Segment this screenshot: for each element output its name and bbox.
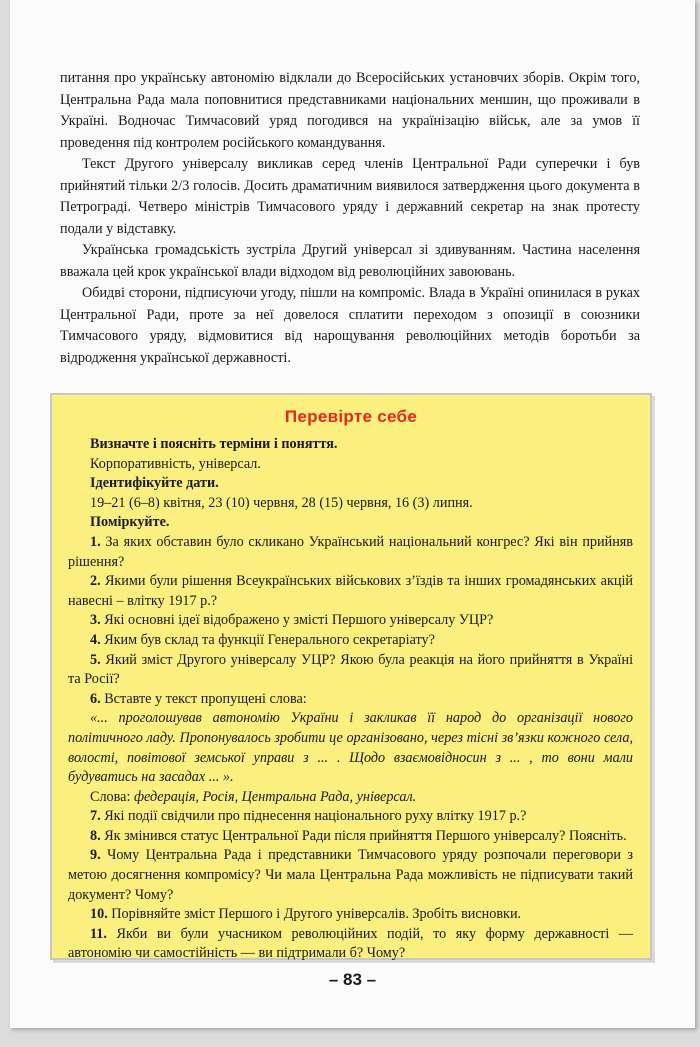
question-6-words <box>68 788 633 808</box>
question-text: Як змінився статус Центральної Ради після прийняття Першого універсалу? Поясніть. <box>104 827 627 844</box>
question-text: Вставте у текст пропущені слова: <box>104 690 307 707</box>
dates: 19–21 (6–8) квітня, 23 (10) червня, 28 (15) червня, 16 (3) липня. <box>90 494 473 511</box>
question-7 <box>68 807 633 827</box>
question-2 <box>68 572 633 611</box>
page-number: – 83 – <box>328 970 377 989</box>
question-5 <box>68 651 633 690</box>
box-title: Перевірте себе <box>284 407 418 426</box>
box-content <box>68 435 633 964</box>
question-9 <box>68 846 633 905</box>
question-number: 6. <box>90 690 101 707</box>
question-6 <box>68 690 633 710</box>
question-number: 10. <box>90 906 108 923</box>
question-1 <box>68 533 633 572</box>
dates-heading: Ідентифікуйте дати. <box>90 475 219 492</box>
question-number: 1. <box>90 533 101 550</box>
think-heading: Поміркуйте. <box>90 514 170 531</box>
body-text <box>60 68 640 369</box>
question-text: Чому Центральна Рада і представники Тимчасового уряду розпочали переговори з метою досягнення компромісу? Чи мала Центральна Рада можливість не підписувати такий документ? Чому? <box>68 847 634 903</box>
words-list: федерація, Росія, Центральна Рада, універсал. <box>133 788 417 805</box>
paragraph: питання про українську автономію відклали до Всеросійських установчих зборів. Окрім того, Центральна Рада мала поповнитися представниками національних меншин, що проживали в Україні. Водночас Тимчасовий уряд погодився на українізацію військ, але за умов її проведення під контролем російського командування. <box>60 70 640 151</box>
words-label: Слова: <box>90 788 131 805</box>
paragraph: Українська громадськість зустріла Другий універсал зі здивуванням. Частина населення вважала цей крок української влади відходом від революційних завоювань. <box>60 242 640 280</box>
paragraph: Обидві сторони, підписуючи угоду, пішли на компроміс. Влада в Україні опинилася в руках Центральної Ради, проте за неї довелося сплатити переходом з опозиції в союзники Тимчасового уряду, відмовитися від нарощування революційних методів боротьби за відродження української державності. <box>60 285 640 366</box>
question-number: 3. <box>90 612 101 629</box>
paragraph: Текст Другого універсалу викликав серед членів Центральної Ради суперечки і був прийнятий тільки 2/3 голосів. Досить драматичним виявилося затвердження цього документа в Петрограді. Четверо міністрів Тимчасового уряду і державний секретар на знак протесту подали у відставку. <box>60 156 640 237</box>
question-text: Якими були рішення Всеукраїнських військових з’їздів та інших громадянських акцій навесні – влітку 1917 р.? <box>68 573 633 609</box>
question-6-quote: «... проголошував автономію України і закликав її народ до організації нового політичного ладу. Пропонувалось зробити це організовано, через тісні зв’язки кожного села, волості, повітової земської управи з ... . Щодо взаємовідносин з ... , то вони мали будуватись на засадах ... ». <box>68 710 633 786</box>
question-8 <box>68 827 633 847</box>
question-number: 7. <box>90 808 101 825</box>
question-number: 11. <box>90 925 107 942</box>
question-text: Які основні ідеї відображено у змісті Першого універсалу УЦР? <box>104 612 494 629</box>
question-number: 5. <box>90 651 101 668</box>
page <box>10 0 695 1028</box>
question-text: Яким був склад та функції Генерального секретаріату? <box>104 631 435 648</box>
question-text: Якби ви були учасником революційних подій, то яку форму державності — автономію чи самостійність — ви підтримали б? Чому? <box>68 925 633 962</box>
question-number: 4. <box>90 631 101 648</box>
question-number: 9. <box>90 847 101 864</box>
question-number: 8. <box>90 827 101 844</box>
question-text: Які події свідчили про піднесення національного руху влітку 1917 р.? <box>104 808 527 825</box>
question-text: Який зміст Другого універсалу УЦР? Якою була реакція на його прийняття в Україні та Росії? <box>68 651 634 688</box>
question-11 <box>68 925 633 964</box>
question-text: За яких обставин було скликано Український національний конгрес? Які він прийняв рішення? <box>68 533 634 570</box>
terms-heading: Визначте і поясніть терміни і поняття. <box>90 436 338 452</box>
question-text: Порівняйте зміст Першого і Другого універсалів. Зробіть висновки. <box>111 906 522 923</box>
question-3 <box>68 611 633 631</box>
self-check-box <box>50 393 652 960</box>
question-number: 2. <box>90 573 101 590</box>
terms: Корпоративність, універсал. <box>90 455 261 472</box>
question-4 <box>68 631 633 651</box>
question-10 <box>68 905 633 925</box>
